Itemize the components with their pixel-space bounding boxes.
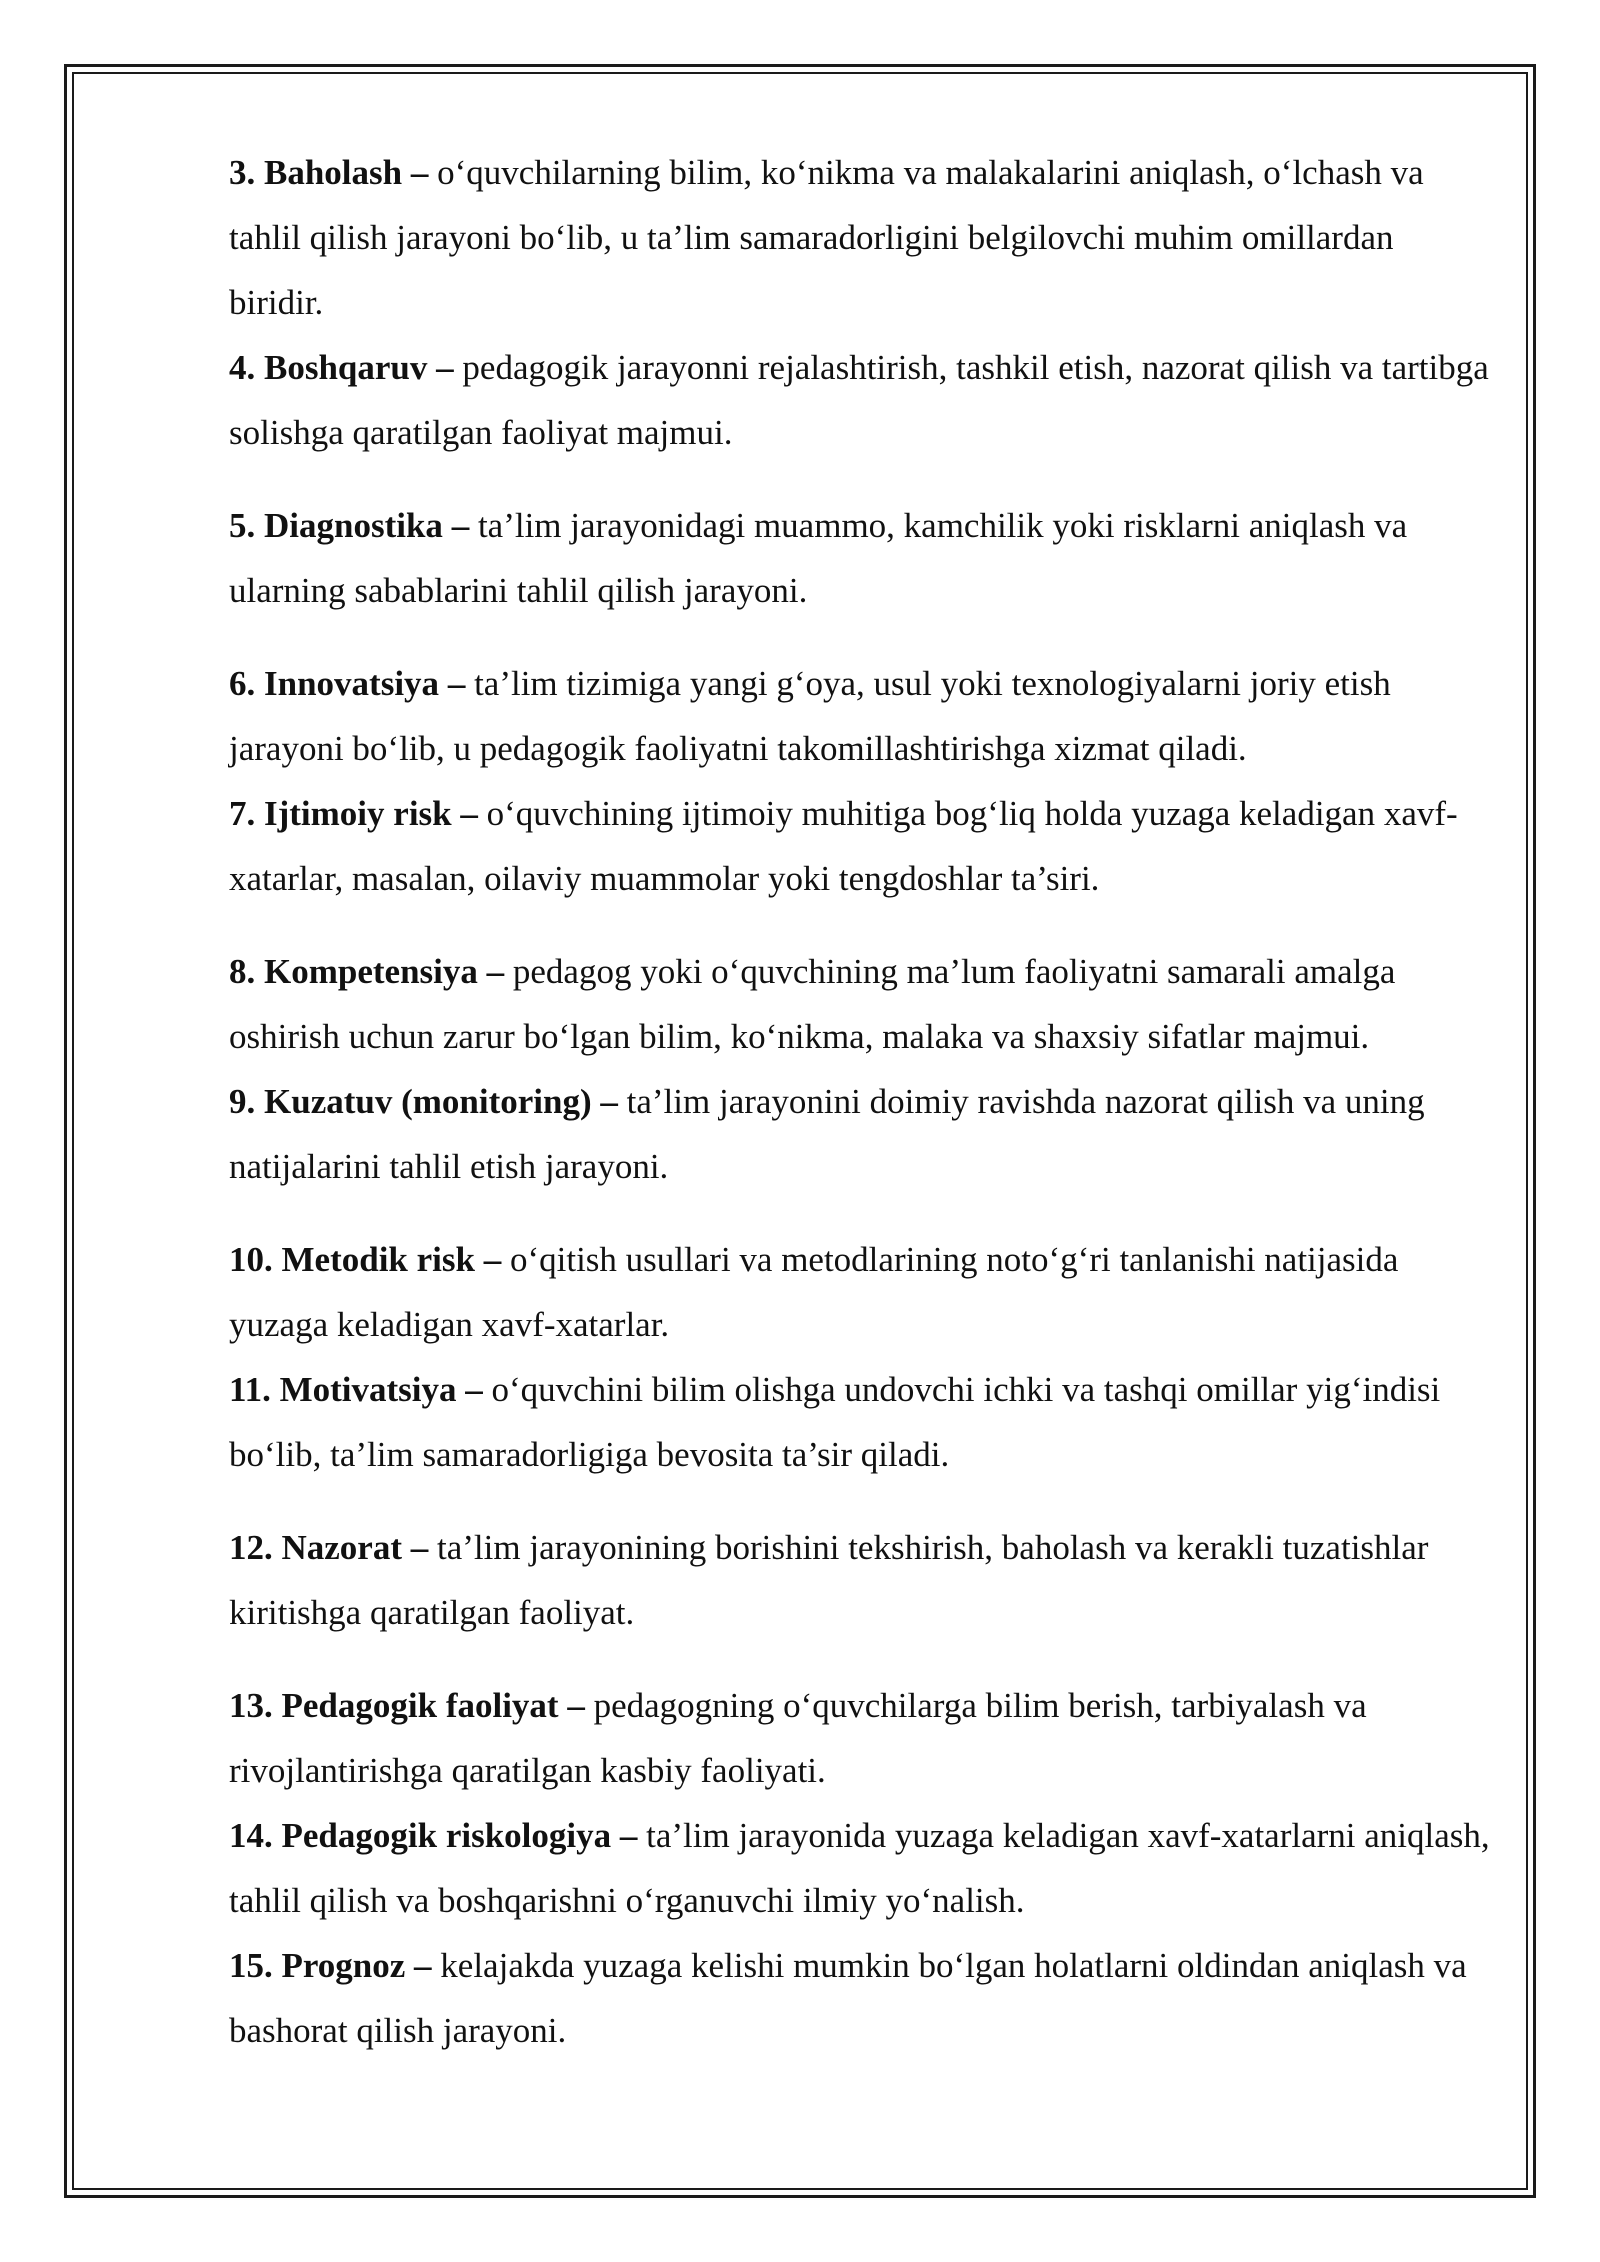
glossary-entry-kuzatuv — [229, 1069, 1491, 1199]
glossary-term: 9. Kuzatuv (monitoring) — [229, 1082, 592, 1121]
term-separator: – — [451, 794, 487, 833]
glossary-entry-ijtimoiy-risk — [229, 781, 1491, 911]
glossary-definition: ta’lim jarayonining borishini tekshirish, baholash va kerakli tuzatishlar kiritishga qaratilgan faoliyat. — [229, 1528, 1429, 1632]
glossary-term: 8. Kompetensiya — [229, 952, 478, 991]
glossary-entry-pedagogik-faoliyat — [229, 1673, 1491, 1803]
glossary-entry-metodik-risk — [229, 1227, 1491, 1357]
term-separator: – — [474, 1240, 510, 1279]
glossary-entry-kompetensiya — [229, 939, 1491, 1069]
glossary-definition: kelajakda yuzaga kelishi mumkin bo‘lgan holatlarni oldindan aniqlash va bashorat qilish jarayoni. — [229, 1946, 1467, 2050]
glossary-definition: pedagogik jarayonni rejalashtirish, tashkil etish, nazorat qilish va tartibga solishga qaratilgan faoliyat majmui. — [229, 348, 1489, 452]
glossary-definition: o‘qitish usullari va metodlarining noto‘g‘ri tanlanishi natijasida yuzaga keladigan xavf-xatarlar. — [229, 1240, 1399, 1344]
term-separator: – — [405, 1946, 441, 1985]
glossary-entry-motivatsiya — [229, 1357, 1491, 1487]
glossary-term: 15. Prognoz — [229, 1946, 406, 1985]
glossary-term: 3. Baholash — [229, 153, 403, 192]
glossary-definition: o‘quvchini bilim olishga undovchi ichki va tashqi omillar yig‘indisi bo‘lib, ta’lim samaradorligiga bevosita ta’sir qiladi. — [229, 1370, 1441, 1474]
term-separator: – — [591, 1082, 627, 1121]
term-separator: – — [442, 506, 478, 545]
glossary-term: 13. Pedagogik faoliyat — [229, 1686, 559, 1725]
glossary-entry-nazorat — [229, 1515, 1491, 1645]
glossary-term: 7. Ijtimoiy risk — [229, 794, 452, 833]
glossary-definition: pedagog yoki o‘quvchining ma’lum faoliyatni samarali amalga oshirish uchun zarur bo‘lgan bilim, ko‘nikma, malaka va shaxsiy sifatlar majmui. — [229, 952, 1396, 1056]
glossary-definition: pedagogning o‘quvchilarga bilim berish, tarbiyalash va rivojlantirishga qaratilgan kasbiy faoliyati. — [229, 1686, 1367, 1790]
glossary-term: 5. Diagnostika — [229, 506, 443, 545]
glossary-entry-innovatsiya — [229, 651, 1491, 781]
glossary-term: 12. Nazorat — [229, 1528, 403, 1567]
glossary-entry-boshqaruv — [229, 335, 1491, 465]
glossary-list — [229, 140, 1491, 2063]
term-separator: – — [611, 1816, 647, 1855]
glossary-definition: ta’lim jarayonida yuzaga keladigan xavf-xatarlarni aniqlash, tahlil qilish va boshqarishni o‘rganuvchi ilmiy yo‘nalish. — [229, 1816, 1490, 1920]
glossary-definition: ta’lim tizimiga yangi g‘oya, usul yoki texnologiyalarni joriy etish jarayoni bo‘lib, u pedagogik faoliyatni takomillashtirishga xizmat qiladi. — [229, 664, 1391, 768]
glossary-term: 6. Innovatsiya — [229, 664, 440, 703]
term-separator: – — [558, 1686, 594, 1725]
glossary-term: 4. Boshqaruv — [229, 348, 428, 387]
glossary-definition: ta’lim jarayonini doimiy ravishda nazorat qilish va uning natijalarini tahlil etish jarayoni. — [229, 1082, 1425, 1186]
term-separator: – — [427, 348, 463, 387]
glossary-definition: o‘quvchining ijtimoiy muhitiga bog‘liq holda yuzaga keladigan xavf-xatarlar, masalan, oilaviy muammolar yoki tengdoshlar ta’siri. — [229, 794, 1458, 898]
term-separator: – — [439, 664, 475, 703]
glossary-entry-pedagogik-riskologiya — [229, 1803, 1491, 1933]
term-separator: – — [456, 1370, 492, 1409]
glossary-term: 10. Metodik risk — [229, 1240, 475, 1279]
term-separator: – — [402, 1528, 438, 1567]
term-separator: – — [402, 153, 438, 192]
glossary-entry-diagnostika — [229, 493, 1491, 623]
glossary-definition: ta’lim jarayonidagi muammo, kamchilik yoki risklarni aniqlash va ularning sabablarini tahlil qilish jarayoni. — [229, 506, 1408, 610]
glossary-entry-baholash — [229, 140, 1491, 335]
glossary-entry-prognoz — [229, 1933, 1491, 2063]
term-separator: – — [477, 952, 513, 991]
glossary-term: 14. Pedagogik riskologiya — [229, 1816, 612, 1855]
glossary-term: 11. Motivatsiya — [229, 1370, 457, 1409]
glossary-definition: o‘quvchilarning bilim, ko‘nikma va malakalarini aniqlash, o‘lchash va tahlil qilish jarayoni bo‘lib, u ta’lim samaradorligini belgilovchi muhim omillardan biridir. — [229, 153, 1424, 322]
